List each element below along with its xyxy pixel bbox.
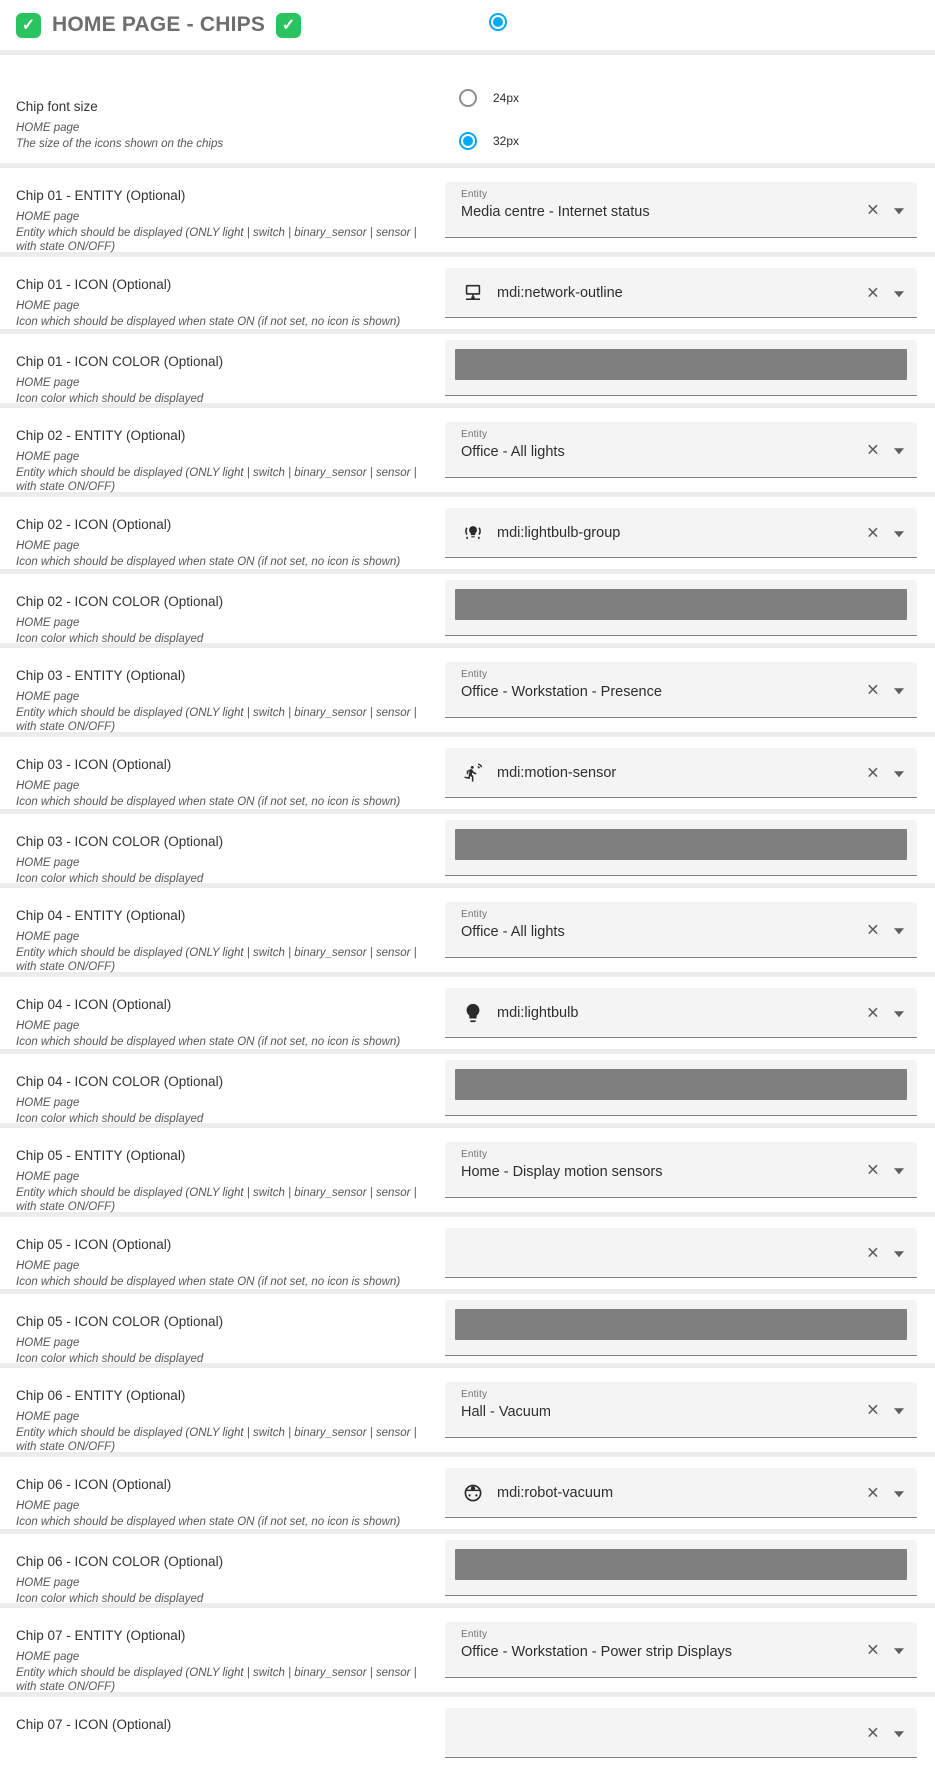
clear-icon[interactable]: × (866, 918, 879, 941)
field-value: mdi:motion-sensor (497, 764, 617, 781)
setting-title: Chip 03 - ICON COLOR (Optional) (16, 834, 224, 849)
color-swatch[interactable] (455, 589, 907, 620)
network-outline-icon (462, 282, 484, 304)
field-label: Entity (461, 429, 488, 440)
setting-title: Chip 03 - ENTITY (Optional) (16, 668, 186, 683)
clear-icon[interactable]: × (866, 678, 879, 701)
setting-description (0, 334, 445, 403)
setting-subtitle: HOME page (16, 1411, 80, 1423)
entity-picker-field[interactable] (445, 1382, 917, 1438)
setting-row-chip-04-icon-color-optional- (0, 1054, 935, 1123)
clear-icon[interactable]: × (866, 1638, 879, 1661)
setting-row-chip-04-entity-optional- (0, 888, 935, 972)
lightbulb-group-icon (462, 522, 484, 544)
clear-icon[interactable]: × (866, 1398, 879, 1421)
setting-help-text: Icon which should be displayed when state ON (if not set, no icon is shown) (16, 315, 401, 328)
setting-row-chip-04-icon-optional- (0, 977, 935, 1049)
radio-label: 32px (493, 134, 520, 148)
setting-subtitle: HOME page (16, 1577, 80, 1589)
field-label: Entity (461, 1389, 488, 1400)
setting-subtitle: HOME page (16, 691, 80, 703)
setting-description (0, 737, 445, 809)
field-value: Office - All lights (461, 444, 565, 460)
setting-row-chip-03-entity-optional- (0, 648, 935, 732)
setting-subtitle: HOME page (16, 211, 80, 223)
setting-description (0, 1697, 445, 1769)
field-value: Hall - Vacuum (461, 1404, 551, 1420)
setting-subtitle: HOME page (16, 857, 80, 869)
field-value: Home - Display motion sensors (461, 1164, 663, 1180)
setting-row-chip-03-icon-color-optional- (0, 814, 935, 883)
field-value: mdi:lightbulb-group (497, 524, 621, 541)
clear-icon[interactable]: × (866, 1158, 879, 1181)
setting-help-text: Entity which should be displayed (ONLY light | switch | binary_sensor | sensor | with state ON/OFF) (16, 466, 417, 493)
icon-picker-field[interactable] (445, 1228, 917, 1278)
entity-picker-field[interactable] (445, 902, 917, 958)
setting-help-text: Icon color which should be displayed (16, 1592, 204, 1605)
icon-picker-field[interactable] (445, 988, 917, 1038)
setting-description (0, 1457, 445, 1529)
settings-rows (0, 163, 935, 1769)
setting-row-chip-01-entity-optional- (0, 168, 935, 252)
chip-font-size-setting (0, 55, 935, 163)
setting-row-chip-02-icon-optional- (0, 497, 935, 569)
icon-color-field[interactable] (445, 1540, 917, 1596)
clear-icon[interactable]: × (866, 1481, 879, 1504)
setting-description (0, 497, 445, 569)
clear-icon[interactable]: × (866, 198, 879, 221)
field-label: Entity (461, 1149, 488, 1160)
dropdown-caret-icon[interactable] (894, 1731, 904, 1737)
setting-description (0, 977, 445, 1049)
setting-title: Chip 01 - ICON COLOR (Optional) (16, 354, 224, 369)
clear-icon[interactable]: × (866, 1001, 879, 1024)
setting-description (0, 168, 445, 252)
motion-sensor-icon (462, 762, 484, 784)
setting-title: Chip 02 - ICON (Optional) (16, 517, 172, 532)
setting-help-text: Icon which should be displayed when state ON (if not set, no icon is shown) (16, 1275, 401, 1288)
field-label: Entity (461, 669, 488, 680)
color-swatch[interactable] (455, 1309, 907, 1340)
setting-row-chip-02-icon-color-optional- (0, 574, 935, 643)
setting-help-text: Icon which should be displayed when state ON (if not set, no icon is shown) (16, 1515, 401, 1528)
setting-subtitle: HOME page (16, 780, 80, 792)
setting-title: Chip 05 - ICON (Optional) (16, 1237, 172, 1252)
setting-title: Chip font size (16, 99, 98, 114)
font-size-option-32px[interactable] (459, 132, 917, 150)
setting-subtitle: HOME page (16, 931, 80, 943)
clear-icon[interactable]: × (866, 1241, 879, 1264)
setting-help-text: The size of the icons shown on the chips (16, 137, 224, 150)
icon-picker-field[interactable] (445, 508, 917, 558)
radio-label: 24px (493, 91, 520, 105)
icon-color-field[interactable] (445, 1300, 917, 1356)
setting-row-chip-05-icon-color-optional- (0, 1294, 935, 1363)
field-value: mdi:robot-vacuum (497, 1484, 614, 1501)
setting-title: Chip 02 - ICON COLOR (Optional) (16, 594, 224, 609)
radio-icon[interactable] (459, 132, 477, 150)
setting-description (0, 1294, 445, 1363)
dropdown-caret-icon[interactable] (894, 688, 904, 694)
setting-title: Chip 06 - ICON COLOR (Optional) (16, 1554, 224, 1569)
dropdown-caret-icon[interactable] (894, 928, 904, 934)
setting-help-text: Entity which should be displayed (ONLY light | switch | binary_sensor | sensor | with state ON/OFF) (16, 1186, 417, 1213)
field-value: Office - Workstation - Power strip Displays (461, 1644, 733, 1660)
setting-subtitle: HOME page (16, 1097, 80, 1109)
setting-row-chip-07-icon-optional- (0, 1697, 935, 1769)
setting-description (0, 1368, 445, 1452)
setting-help-text: Icon color which should be displayed (16, 872, 204, 885)
dropdown-caret-icon[interactable] (894, 771, 904, 777)
setting-title: Chip 02 - ENTITY (Optional) (16, 428, 186, 443)
setting-description (0, 648, 445, 732)
setting-title: Chip 07 - ICON (Optional) (16, 1717, 172, 1732)
setting-subtitle: HOME page (16, 377, 80, 389)
setting-row-chip-03-icon-optional- (0, 737, 935, 809)
icon-picker-field[interactable] (445, 1468, 917, 1518)
setting-subtitle: HOME page (16, 617, 80, 629)
field-value: mdi:network-outline (497, 284, 623, 301)
font-size-option-24px[interactable] (459, 89, 917, 107)
setting-help-text: Entity which should be displayed (ONLY light | switch | binary_sensor | sensor | with state ON/OFF) (16, 1666, 417, 1693)
icon-picker-field[interactable] (445, 748, 917, 798)
field-label: Entity (461, 1629, 488, 1640)
setting-description (0, 574, 445, 643)
setting-title: Chip 04 - ENTITY (Optional) (16, 908, 186, 923)
field-value: mdi:lightbulb (497, 1004, 579, 1021)
clear-icon[interactable]: × (866, 1721, 879, 1744)
setting-row-chip-05-icon-optional- (0, 1217, 935, 1289)
radio-icon[interactable] (459, 89, 477, 107)
icon-color-field[interactable] (445, 340, 917, 396)
page-title: HOME PAGE - CHIPS (52, 13, 266, 36)
setting-help-text: Icon color which should be displayed (16, 1352, 204, 1365)
dropdown-caret-icon[interactable] (894, 1251, 904, 1257)
clear-icon[interactable]: × (866, 281, 879, 304)
setting-help-text: Entity which should be displayed (ONLY light | switch | binary_sensor | sensor | with state ON/OFF) (16, 226, 417, 253)
chip-font-size-options (445, 55, 917, 150)
dropdown-caret-icon[interactable] (894, 531, 904, 537)
setting-title: Chip 05 - ENTITY (Optional) (16, 1148, 186, 1163)
setting-help-text: Icon which should be displayed when state ON (if not set, no icon is shown) (16, 1035, 401, 1048)
setting-title: Chip 07 - ENTITY (Optional) (16, 1628, 186, 1643)
setting-row-chip-01-icon-optional- (0, 257, 935, 329)
setting-description (0, 1608, 445, 1692)
entity-picker-field[interactable] (445, 422, 917, 478)
setting-row-chip-06-icon-optional- (0, 1457, 935, 1529)
icon-color-field[interactable] (445, 820, 917, 876)
color-swatch[interactable] (455, 349, 907, 380)
icon-picker-field[interactable] (445, 268, 917, 318)
setting-help-text: Icon color which should be displayed (16, 632, 204, 645)
check-icon: ✓ (16, 13, 41, 38)
dropdown-caret-icon[interactable] (894, 1408, 904, 1414)
dropdown-caret-icon[interactable] (894, 1648, 904, 1654)
color-swatch[interactable] (455, 829, 907, 860)
setting-description (0, 814, 445, 883)
setting-help-text: Entity which should be displayed (ONLY light | switch | binary_sensor | sensor | with state ON/OFF) (16, 706, 417, 733)
setting-row-chip-02-entity-optional- (0, 408, 935, 492)
setting-subtitle: HOME page (16, 1500, 80, 1512)
setting-description (0, 1054, 445, 1123)
setting-help-text: Icon which should be displayed when state ON (if not set, no icon is shown) (16, 795, 401, 808)
icon-color-field[interactable] (445, 1060, 917, 1116)
setting-description (0, 257, 445, 329)
page-header (0, 0, 935, 50)
setting-description (0, 1128, 445, 1212)
dropdown-caret-icon[interactable] (894, 448, 904, 454)
setting-subtitle: HOME page (16, 1020, 80, 1032)
setting-help-text: Icon color which should be displayed (16, 392, 204, 405)
setting-subtitle: HOME page (16, 1651, 80, 1663)
setting-title: Chip 04 - ICON (Optional) (16, 997, 172, 1012)
setting-title: Chip 06 - ENTITY (Optional) (16, 1388, 186, 1403)
setting-title: Chip 05 - ICON COLOR (Optional) (16, 1314, 224, 1329)
setting-help-text: Icon color which should be displayed (16, 1112, 204, 1125)
setting-title: Chip 03 - ICON (Optional) (16, 757, 172, 772)
color-swatch[interactable] (455, 1069, 907, 1100)
clear-icon[interactable]: × (866, 438, 879, 461)
setting-row-chip-01-icon-color-optional- (0, 334, 935, 403)
dropdown-caret-icon[interactable] (894, 1168, 904, 1174)
setting-subtitle: HOME page (16, 300, 80, 312)
setting-row-chip-05-entity-optional- (0, 1128, 935, 1212)
entity-picker-field[interactable] (445, 1142, 917, 1198)
icon-picker-field[interactable] (445, 1708, 917, 1758)
dropdown-caret-icon[interactable] (894, 1491, 904, 1497)
field-label: Entity (461, 189, 488, 200)
color-swatch[interactable] (455, 1549, 907, 1580)
field-label: Entity (461, 909, 488, 920)
setting-description (0, 888, 445, 972)
check-icon: ✓ (276, 13, 301, 38)
setting-help-text: Entity which should be displayed (ONLY light | switch | binary_sensor | sensor | with state ON/OFF) (16, 1426, 417, 1453)
dropdown-caret-icon[interactable] (894, 291, 904, 297)
setting-description (0, 1217, 445, 1289)
icon-color-field[interactable] (445, 580, 917, 636)
setting-title: Chip 06 - ICON (Optional) (16, 1477, 172, 1492)
setting-row-chip-06-entity-optional- (0, 1368, 935, 1452)
setting-row-chip-06-icon-color-optional- (0, 1534, 935, 1603)
setting-subtitle: HOME page (16, 122, 80, 134)
header-radio[interactable] (489, 13, 507, 31)
entity-picker-field[interactable] (445, 182, 917, 238)
clear-icon[interactable]: × (866, 761, 879, 784)
setting-title: Chip 01 - ICON (Optional) (16, 277, 172, 292)
field-value: Office - Workstation - Presence (461, 684, 662, 700)
setting-description (0, 1534, 445, 1603)
field-value: Office - All lights (461, 924, 565, 940)
lightbulb-icon (462, 1002, 484, 1024)
entity-picker-field[interactable] (445, 1622, 917, 1678)
setting-title: Chip 01 - ENTITY (Optional) (16, 188, 186, 203)
setting-help-text: Icon which should be displayed when state ON (if not set, no icon is shown) (16, 555, 401, 568)
setting-title: Chip 04 - ICON COLOR (Optional) (16, 1074, 224, 1089)
setting-description (0, 55, 445, 163)
setting-subtitle: HOME page (16, 1260, 80, 1272)
robot-vacuum-icon (462, 1482, 484, 1504)
dropdown-caret-icon[interactable] (894, 208, 904, 214)
dropdown-caret-icon[interactable] (894, 1011, 904, 1017)
setting-row-chip-07-entity-optional- (0, 1608, 935, 1692)
entity-picker-field[interactable] (445, 662, 917, 718)
field-value: Media centre - Internet status (461, 204, 650, 220)
setting-subtitle: HOME page (16, 1171, 80, 1183)
setting-subtitle: HOME page (16, 540, 80, 552)
setting-help-text: Entity which should be displayed (ONLY light | switch | binary_sensor | sensor | with state ON/OFF) (16, 946, 417, 973)
setting-description (0, 408, 445, 492)
setting-subtitle: HOME page (16, 451, 80, 463)
clear-icon[interactable]: × (866, 521, 879, 544)
setting-subtitle: HOME page (16, 1337, 80, 1349)
